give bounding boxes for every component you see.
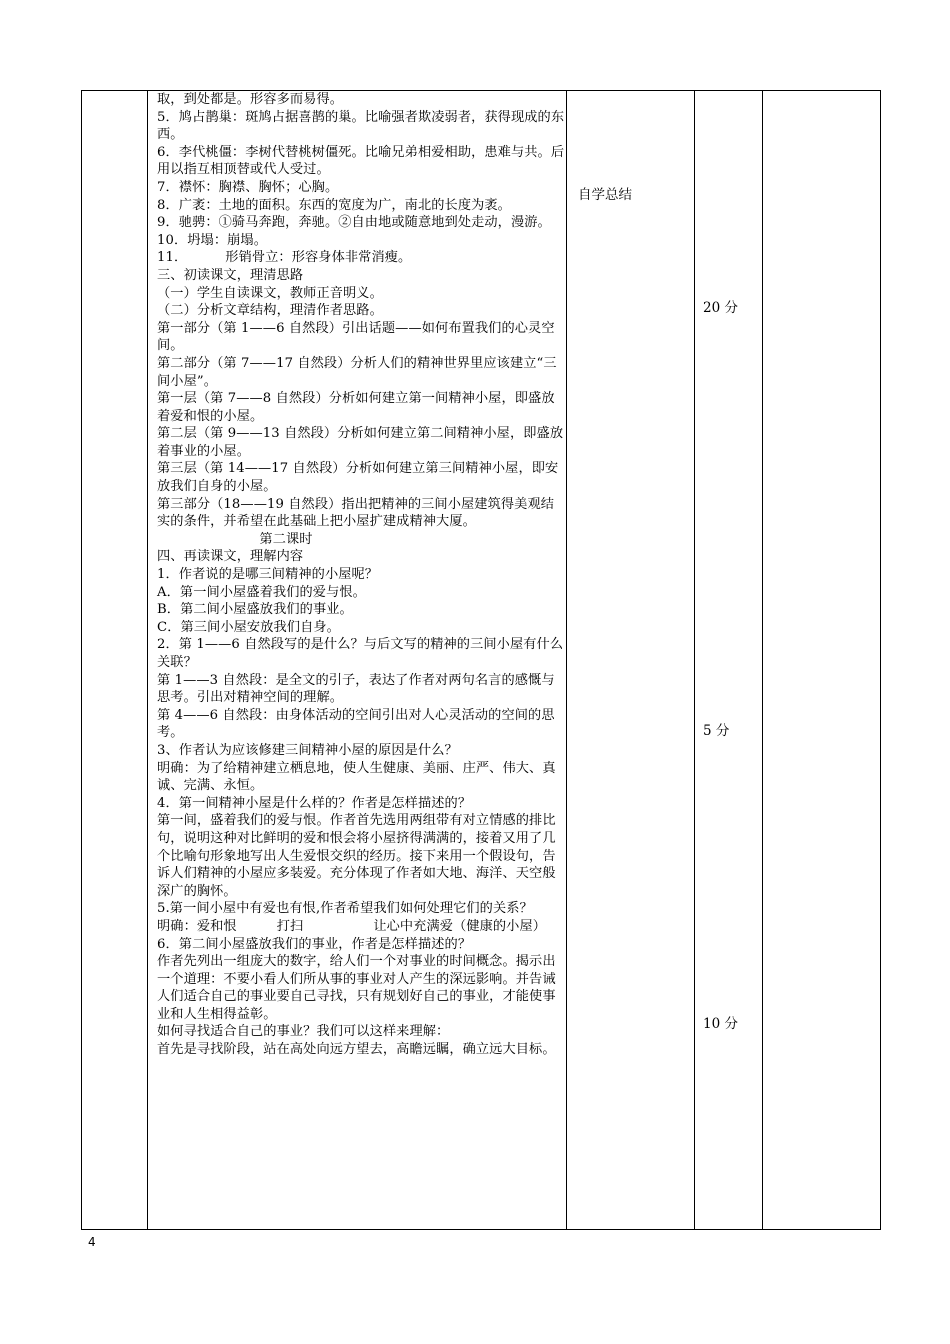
text-line: 10．坍塌：崩塌。 — [157, 232, 267, 248]
page-number: 4 — [88, 1235, 96, 1249]
item-text: 形销骨立：形容身体非常消瘦。 — [225, 250, 412, 266]
answer-result: 让心中充满爱（健康的小屋） — [373, 918, 547, 934]
text-line: 第三部分（18——19 自然段）指出把精神的三间小屋建筑得美观结实的条件，并希望在此基础上把小屋扩建成精神大厦。 — [157, 496, 555, 530]
text-line — [157, 249, 565, 267]
answer-label: 明确：爱和恨 — [157, 918, 237, 934]
text-line: A．第一间小屋盛着我们的爱与恨。 — [157, 584, 366, 600]
text-line: 第 4——6 自然段：由身体活动的空间引出对人心灵活动的空间的思考。 — [157, 707, 555, 741]
text-line: 3、作者认为应该修建三间精神小屋的原因是什么？ — [157, 742, 458, 758]
text-line: 取，到处都是。形容多而易得。 — [157, 92, 344, 107]
text-line: 6．第二间小屋盛放我们的事业，作者是怎样描述的？ — [157, 936, 472, 952]
column-divider-3 — [694, 91, 695, 1229]
text-line: 如何寻找适合自己的事业？我们可以这样来理解： — [157, 1024, 450, 1040]
text-line: （一）学生自读课文，教师正音明义。 — [157, 285, 383, 301]
section-heading: 三、初读课文，理清思路 — [157, 267, 304, 283]
time-allocation-5: 5 分 — [703, 723, 730, 739]
self-study-summary-label: 自学总结 — [578, 187, 632, 203]
text-line: 第一间，盛着我们的爱与恨。作者首先选用两组带有对立情感的排比句，说明这种对比鲜明的爱和恨会将小屋挤得满满的，接着又用了几个比喻句形象地写出人生爱恨交织的经历。接下来用一个假设句，告诉人们精神的小屋应多装爱。充分体现了作者如大地、海洋、天空般深广的胸怀。 — [157, 813, 556, 899]
text-line: 第一层（第 7——8 自然段）分析如何建立第一间精神小屋，即盛放着爱和恨的小屋。 — [157, 391, 555, 424]
column-divider-1 — [147, 91, 148, 1229]
text-line: B．第二间小屋盛放我们的事业。 — [157, 602, 353, 618]
text-line: 第一部分（第 1——6 自然段）引出话题——如何布置我们的心灵空间。 — [157, 320, 555, 354]
time-allocation-10: 10 分 — [703, 1016, 738, 1032]
time-allocation-20: 20 分 — [703, 300, 738, 316]
item-number: 11． — [157, 250, 188, 266]
lesson-period-heading: 第二课时 — [259, 531, 313, 547]
column-divider-2 — [566, 91, 567, 1229]
text-line: 9．驰骋：①骑马奔跑，奔驰。②自由地或随意地到处走动，漫游。 — [157, 215, 551, 231]
text-line: 4．第一间精神小屋是什么样的？作者是怎样描述的？ — [157, 795, 472, 811]
lesson-plan-table — [81, 90, 881, 1230]
text-line: （二）分析文章结构，理清作者思路。 — [157, 303, 383, 319]
text-line: 8．广袤：土地的面积。东西的宽度为广，南北的长度为袤。 — [157, 197, 511, 213]
text-line: 7．襟怀：胸襟、胸怀；心胸。 — [157, 179, 339, 195]
text-line: 第 1——3 自然段：是全文的引子，表达了作者对两句名言的感慨与思考。引出对精神空间的理解。 — [157, 672, 555, 706]
text-line: 第二层（第 9——13 自然段）分析如何建立第二间精神小屋，即盛放着事业的小屋。 — [157, 426, 564, 459]
teaching-content-column — [157, 91, 565, 1059]
text-line: 2．第 1——6 自然段写的是什么？与后文写的精神的三间小屋有什么关联？ — [157, 637, 564, 670]
text-line: 作者先列出一组庞大的数字，给人们一个对事业的时间概念。揭示出一个道理：不要小看人们所从事的事业对人产生的深远影响。并告诫人们适合自己的事业要自己寻找，只有规划好自己的事业，才能使事业和人生相得益彰。 — [157, 954, 556, 1022]
text-line — [157, 918, 565, 936]
section-heading: 四、再读课文，理解内容 — [157, 549, 304, 565]
text-line: 明确：为了给精神建立栖息地，使人生健康、美丽、庄严、伟大、真诚、完满、永恒。 — [157, 760, 556, 794]
text-line: 第二部分（第 7——17 自然段）分析人们的精神世界里应该建立“三间小屋”。 — [157, 355, 557, 389]
text-line: C．第三间小屋安放我们自身。 — [157, 619, 340, 635]
text-line: 首先是寻找阶段，站在高处向远方望去，高瞻远瞩，确立远大目标。 — [157, 1042, 556, 1058]
text-line: 1．作者说的是哪三间精神的小屋呢？ — [157, 567, 379, 583]
text-line: 第三层（第 14——17 自然段）分析如何建立第三间精神小屋，即安放我们自身的小屋。 — [157, 461, 559, 495]
text-line: 6．李代桃僵：李树代替桃树僵死。比喻兄弟相爱相助，患难与共。后用以指互相顶替或代人受过。 — [157, 144, 565, 178]
text-line: 5．鸠占鹊巢：斑鸠占据喜鹊的巢。比喻强者欺凌弱者，获得现成的东西。 — [157, 109, 565, 143]
text-line: 5.第一间小屋中有爱也有恨,作者希望我们如何处理它们的关系？ — [157, 901, 533, 917]
answer-action: 打扫 — [276, 918, 304, 934]
column-divider-4 — [762, 91, 763, 1229]
